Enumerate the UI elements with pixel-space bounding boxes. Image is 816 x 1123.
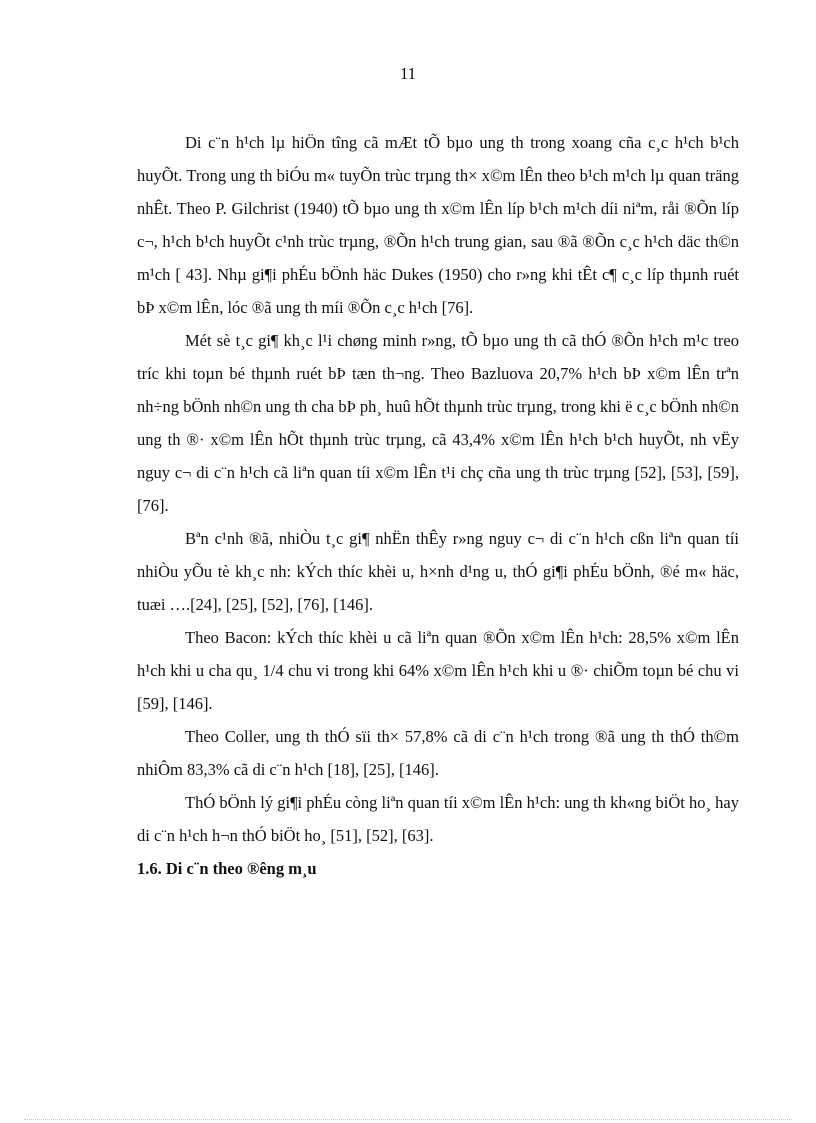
paragraph-6: ThÓ bÖnh lý gi¶i phÉu còng liªn quan tíi x©m lÊn h¹ch: ung th kh«ng biÖt ho¸ hay di c¨n h¹ch h¬n thÓ biÖt ho¸ [51], [52], [63]. <box>137 793 739 845</box>
paragraph-4: Theo Bacon: kÝch thíc khèi u cã liªn quan ®Õn x©m lÊn h¹ch: 28,5% x©m lÊn h¹ch khi u cha qu¸ 1/4 chu vi trong khi 64% x©m lÊn h¹ch khi u ®· chiÕm toµn bé chu vi [59], [146]. <box>137 628 739 713</box>
paragraph-5: Theo Coller, ung th thÓ sïi th× 57,8% cã di c¨n h¹ch trong ®ã ung th thÓ th©m nhiÔm 83,3% cã di c¨n h¹ch [18], [25], [146]. <box>137 727 739 779</box>
body-text <box>137 126 739 885</box>
paragraph-1: Di c¨n h¹ch lµ hiÖn tîng cã mÆt tÕ bµo ung th trong xoang cña c¸c h¹ch b¹ch huyÕt. Trong ung th biÓu m« tuyÕn trùc trµng th× x©m lÊn theo b¹ch m¹ch lµ quan träng nhÊt. Theo P. Gilchrist (1940) tÕ bµo ung th x©m lÊn líp b¹ch m¹ch díi niªm, råi ®Õn líp c¬, h¹ch b¹ch huyÕt c¹nh trùc trµng, ®Õn h¹ch trung gian, sau ®ã ®Õn c¸c h¹ch däc th©n m¹ch [ 43]. Nhµ gi¶i phÉu bÖnh häc Dukes (1950) cho r»ng khi tÊt c¶ c¸c líp thµnh ruét bÞ x©m lÊn, lóc ®ã ung th míi ®Õn c¸c h¹ch [76]. <box>137 133 739 317</box>
paragraph-2: Mét sè t¸c gi¶ kh¸c l¹i chøng minh r»ng, tÕ bµo ung th cã thÓ ®Õn h¹ch m¹c treo tríc khi toµn bé thµnh ruét bÞ tæn th¬ng. Theo Bazluova 20,7% h¹ch bÞ x©m lÊn trªn nh÷ng bÖnh nh©n ung th cha bÞ ph¸ huû hÕt thµnh trùc trµng, trong khi ë c¸c bÖnh nh©n ung th ®· x©m lÊn hÕt thµnh trùc trµng, cã 43,4% x©m lÊn h¹ch b¹ch huyÕt, nh vËy nguy c¬ di c¨n h¹ch cã liªn quan tíi x©m lÊn t¹i chç cña ung th trùc trµng [52], [53], [59], [76]. <box>137 331 739 515</box>
paragraph-3: Bªn c¹nh ®ã, nhiÒu t¸c gi¶ nhËn thÊy r»ng nguy c¬ di c¨n h¹ch cßn liªn quan tíi nhiÒu yÕu tè kh¸c nh: kÝch thíc khèi u, h×nh d¹ng u, thÓ gi¶i phÉu bÖnh, ®é m« häc, tuæi ….[24], [25], [52], [76], [146]. <box>137 529 739 614</box>
page-bottom-rule <box>24 1119 792 1120</box>
page-number: 11 <box>399 64 417 83</box>
section-heading: 1.6. Di c¨n theo ®êng m¸u <box>137 859 317 878</box>
